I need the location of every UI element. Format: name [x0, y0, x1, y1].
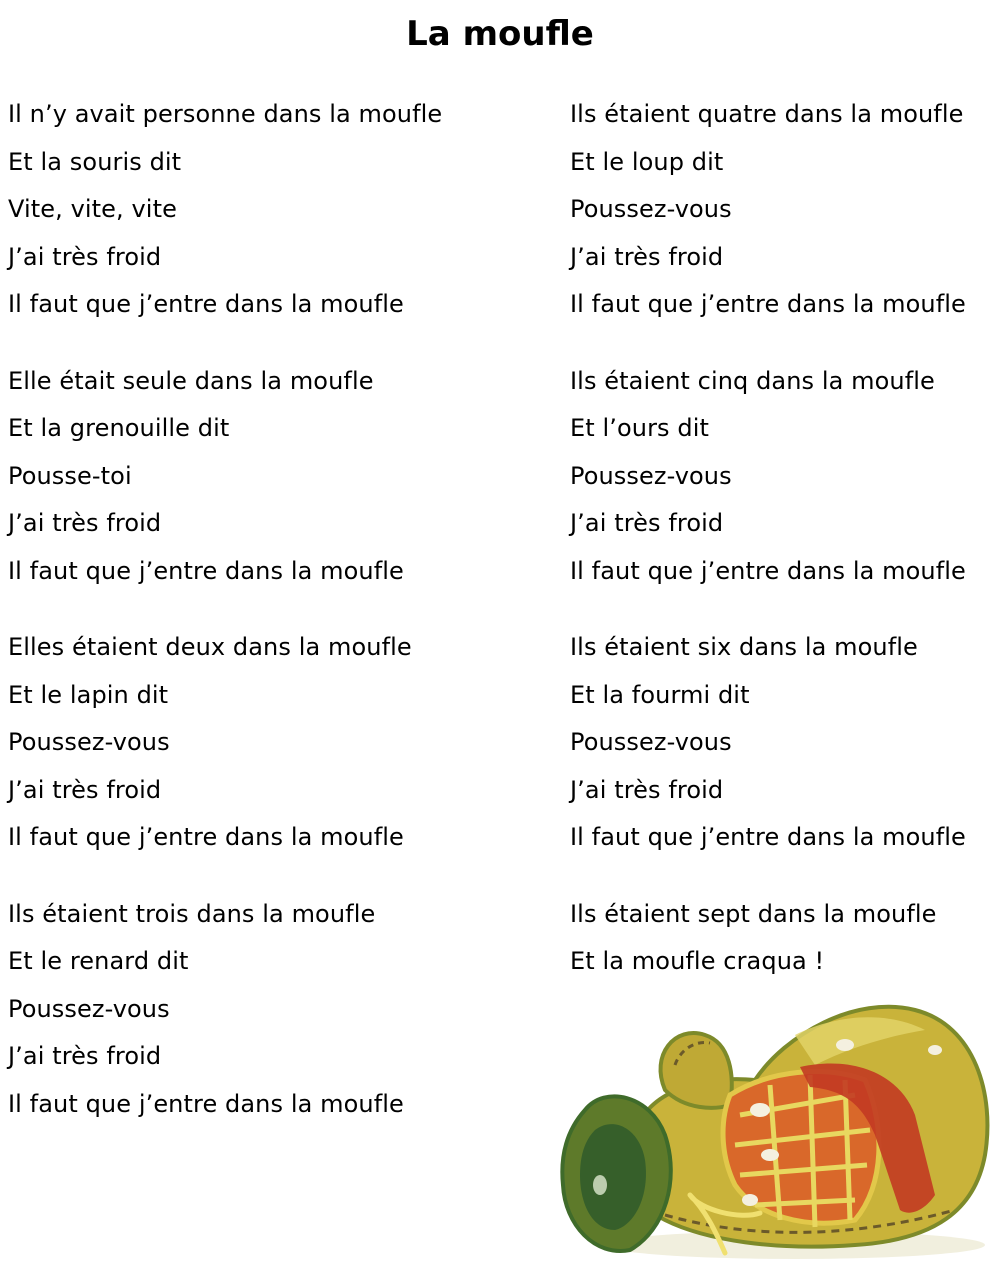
stanza	[570, 891, 990, 986]
verse-line: J’ai très froid	[8, 775, 162, 804]
verse-line: Et la grenouille dit	[8, 414, 230, 442]
verse-line: J’ai très froid	[570, 775, 724, 804]
verse-line: Il n’y avait personne dans la moufle	[8, 100, 443, 128]
verse-line: Poussez-vous	[570, 461, 732, 490]
verse-line: Elles étaient deux dans la moufle	[8, 633, 412, 661]
verse-line: Ils étaient sept dans la moufle	[570, 899, 937, 928]
verse-line: Il faut que j’entre dans la moufle	[8, 290, 404, 318]
verse-line: J’ai très froid	[8, 242, 162, 271]
verse-line: Et la souris dit	[8, 147, 182, 176]
verse-line: Et le renard dit	[8, 947, 189, 975]
verse-line: Il faut que j’entre dans la moufle	[8, 823, 404, 851]
verse-line: Et le lapin dit	[8, 680, 169, 709]
verse-line: Et la moufle craqua !	[570, 947, 825, 975]
verse-line: Il faut que j’entre dans la moufle	[8, 556, 404, 585]
mitten-thumb	[661, 1033, 732, 1108]
poem-column-right	[570, 91, 990, 1015]
stanza	[570, 624, 990, 862]
verse-line: J’ai très froid	[8, 1042, 162, 1070]
verse-line: Il faut que j’entre dans la moufle	[8, 1089, 404, 1118]
verse-line: Ils étaient quatre dans la moufle	[570, 100, 964, 128]
page-title: La moufle	[406, 14, 594, 54]
verse-line: Ils étaient cinq dans la moufle	[570, 366, 935, 395]
verse-line: Ils étaient six dans la moufle	[570, 633, 918, 661]
verse-line: Et l’ours dit	[570, 414, 710, 442]
mitten-opening-shine	[593, 1175, 607, 1195]
verse-line: J’ai très froid	[570, 509, 724, 537]
verse-line: Et la fourmi dit	[570, 680, 750, 709]
stanza	[570, 358, 990, 596]
verse-line: Poussez-vous	[570, 728, 732, 756]
verse-line: Poussez-vous	[8, 728, 170, 756]
verse-line: Il faut que j’entre dans la moufle	[570, 290, 966, 318]
stanza	[8, 91, 548, 329]
verse-line: J’ai très froid	[570, 242, 724, 271]
verse-line: Poussez-vous	[8, 994, 170, 1023]
stanza	[8, 891, 548, 1129]
verse-line: Et le loup dit	[570, 147, 724, 176]
torn-mitten-icon	[555, 995, 995, 1265]
poem-column-left	[8, 91, 548, 1157]
verse-line: Poussez-vous	[570, 195, 732, 223]
stanza	[570, 91, 990, 329]
verse-line: Vite, vite, vite	[8, 195, 177, 223]
verse-line: Il faut que j’entre dans la moufle	[570, 556, 966, 585]
verse-line: Pousse-toi	[8, 461, 132, 490]
verse-line: Elle était seule dans la moufle	[8, 366, 374, 395]
stanza	[8, 358, 548, 596]
verse-line: J’ai très froid	[8, 509, 162, 537]
stanza	[8, 624, 548, 862]
verse-line: Il faut que j’entre dans la moufle	[570, 823, 966, 851]
verse-line: Ils étaient trois dans la moufle	[8, 899, 376, 928]
